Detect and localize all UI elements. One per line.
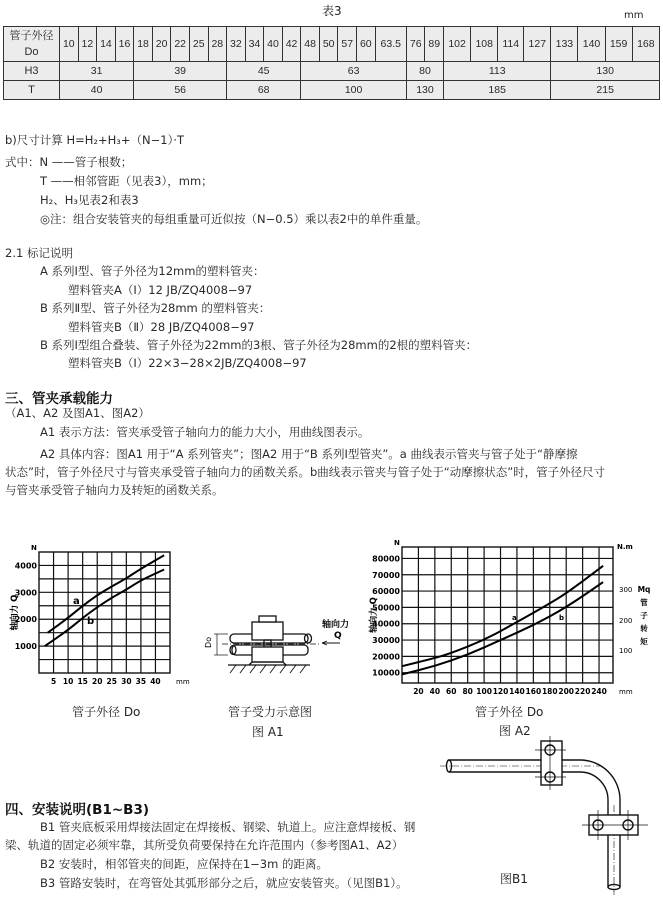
x-tick-label: 25 (106, 677, 117, 686)
x-unit: mm (176, 678, 190, 686)
row-label: H3 (4, 62, 60, 81)
section3-title: 三、管夹承载能力 (5, 391, 113, 407)
value-cell: 113 (444, 62, 551, 81)
header-label: 管子外径 Do (4, 27, 60, 62)
a2-xlabel: 管子外径 Do (475, 705, 544, 719)
y-unit: N (31, 544, 37, 552)
force-symbol: Q (334, 631, 342, 641)
calc-note: ◎注：组合安装管夹的每组重量可近似按（N−0.5）乘以表2中的单件重量。 (40, 212, 428, 226)
value-cell: 45 (227, 62, 301, 81)
diameter-cell: 168 (632, 27, 659, 62)
diameter-cell: 28 (208, 27, 227, 62)
a1-xlabel: 管子外径 Do (72, 705, 141, 719)
diameter-cell: 40 (264, 27, 283, 62)
value-cell: 31 (60, 62, 134, 81)
value-cell: 185 (444, 81, 551, 100)
y-tick-label: 4000 (14, 561, 37, 571)
value-cell: 130 (551, 62, 660, 81)
x-tick-label: 5 (50, 677, 57, 686)
marking-item: 塑料管夹A（Ⅰ）12 JB/ZQ4008−97 (68, 283, 253, 297)
section4-b2: B2 安装时，相邻管夹的间距，应保持在1−3m 的距离。 (40, 857, 328, 871)
section4-b1-line1: B1 管夹底板采用焊接法固定在焊接板、钢梁、轨道上。应注意焊接板、钢 (40, 820, 416, 834)
clamp-bottom (252, 647, 283, 662)
curve-label-b: b (87, 616, 95, 627)
y2-axis-label: 子 (640, 611, 648, 620)
diameter-cell: 102 (444, 27, 471, 62)
y-tick-label: 2000 (14, 615, 37, 625)
diameter-cell: 108 (471, 27, 498, 62)
curve-label-b: b (559, 614, 565, 622)
section3-a2-line1: A2 具体内容：图A1 用于“A 系列管夹”；图A2 用于“B 系列Ⅰ型管夹”。a 曲线表示管夹与管子处于“静摩擦 (40, 447, 578, 461)
value-cell: 215 (551, 81, 660, 100)
value-cell: 39 (134, 62, 227, 81)
curve-label-a: a (73, 596, 80, 607)
row-label: T (4, 81, 60, 100)
x-tick-label: 180 (541, 687, 558, 696)
y-tick-label: 20000 (372, 652, 400, 662)
figure-b1 (440, 736, 648, 895)
force-arrow (322, 641, 340, 645)
section4-title: 四、安装说明(B1~B3) (5, 802, 150, 818)
marking-item: 塑料管夹B（Ⅰ）22×3−28×2JB/ZQ4008−97 (68, 356, 307, 370)
diameter-cell: 25 (189, 27, 208, 62)
section3-a1: A1 表示方法：管夹承受管子轴向力的能力大小，用曲线图表示。 (40, 425, 370, 439)
y-axis-label: 轴向力 Q (369, 597, 379, 633)
y-tick-label: 50000 (372, 603, 400, 613)
section3-ref: （A1、A2 及图A1、图A2） (5, 406, 150, 420)
x-tick-label: 160 (525, 687, 542, 696)
a2-caption: 图 A2 (499, 724, 531, 738)
curve-a (48, 555, 164, 632)
diameter-cell: 42 (282, 27, 301, 62)
diameter-cell: 60 (357, 27, 376, 62)
y-tick-label: 1000 (14, 642, 37, 652)
table-title: 表3 (322, 4, 342, 18)
y-tick-label: 40000 (372, 619, 400, 629)
marking-item: 塑料管夹B（Ⅱ）28 JB/ZQ4008−97 (68, 320, 255, 334)
figure-a2-chart (368, 539, 650, 696)
bolt-head (259, 616, 276, 622)
section4-b3: B3 管路安装时，在弯管处其弧形部分之后，就应安装管夹。（见图B1）。 (40, 876, 408, 890)
calc-where: 式中：N ——管子根数； (5, 155, 133, 169)
diameter-cell: 76 (406, 27, 425, 62)
diameter-cell: 22 (171, 27, 190, 62)
x-unit: mm (619, 688, 633, 696)
value-cell: 80 (406, 62, 443, 81)
y-tick-label: 80000 (372, 554, 400, 564)
diameter-cell: 57 (338, 27, 357, 62)
x-tick-label: 15 (77, 677, 88, 686)
diameter-cell: 127 (524, 27, 551, 62)
marking-item: B 系列Ⅱ型、管子外径为28mm 的塑料管夹： (40, 301, 271, 315)
ground-hatch (230, 665, 306, 673)
diameter-cell: 20 (152, 27, 171, 62)
curve-a (402, 566, 603, 666)
x-tick-label: 100 (476, 687, 492, 696)
top-clamp (541, 741, 562, 785)
table-unit: mm (624, 10, 644, 21)
diameter-cell: 114 (498, 27, 524, 62)
value-cell: 130 (406, 81, 443, 100)
y2-axis-label: 矩 (640, 637, 648, 646)
b1-caption: 图B1 (500, 872, 528, 886)
diameter-cell: 159 (605, 27, 632, 62)
a1-caption: 图 A1 (252, 725, 284, 739)
y2-axis-label: Mq (637, 585, 651, 594)
calc-h-def: H₂、H₃见表2和表3 (40, 193, 139, 207)
x-tick-label: 240 (591, 687, 607, 696)
y2-tick-label: 100 (619, 647, 633, 655)
x-tick-label: 35 (135, 677, 147, 686)
y2-tick-label: 300 (619, 586, 633, 594)
marking-title: 2.1 标记说明 (5, 246, 73, 260)
marking-item: A 系列Ⅰ型、管子外径为12mm的塑料管夹： (40, 264, 265, 278)
value-cell: 40 (60, 81, 134, 100)
y-tick-label: 3000 (14, 588, 37, 598)
diameter-cell: 10 (60, 27, 79, 62)
y-axis-label: 轴向力 Q (10, 594, 20, 631)
x-tick-label: 140 (509, 687, 525, 696)
x-tick-label: 40 (150, 677, 161, 686)
x-tick-label: 30 (121, 677, 132, 686)
diameter-cell: 48 (301, 27, 320, 62)
marking-item: B 系列Ⅰ型组合叠装、管子外径为22mm的3根、管子外径为28mm的2根的塑料管夹： (40, 338, 478, 352)
clamp-top (252, 622, 283, 640)
x-tick-label: 80 (462, 687, 473, 696)
x-tick-label: 20 (92, 677, 103, 686)
diameter-cell: 63.5 (375, 27, 406, 62)
section3-a2-line2: 状态”时，管子外径尺寸与管夹承受管子轴向力的函数关系。b曲线表示管夹与管子处于“动摩擦状态”时，管子外径尺寸 (5, 465, 606, 479)
y-tick-label: 60000 (372, 587, 400, 597)
curve-b (402, 582, 603, 674)
x-tick-label: 220 (574, 687, 591, 696)
plot-frame (402, 547, 613, 683)
diameter-cell: 14 (97, 27, 116, 62)
y2-unit: N.m (617, 543, 633, 551)
value-cell: 56 (134, 81, 227, 100)
curve-b (45, 569, 164, 646)
x-tick-label: 120 (492, 687, 509, 696)
diameter-cell: 18 (134, 27, 153, 62)
y2-tick-label: 200 (619, 617, 633, 625)
diameter-cell: 34 (245, 27, 264, 62)
calc-title: b)尺寸计算 H=H₂+H₃+（N−1）·T (5, 133, 184, 147)
section4-b1-line2: 梁、轨道的固定必须牢靠，其所受负荷要保持在允许范围内（参考图A1、A2） (5, 838, 404, 852)
y-unit: N (394, 539, 400, 547)
value-cell: 68 (227, 81, 301, 100)
diameter-cell: 50 (319, 27, 338, 62)
y-tick-label: 10000 (372, 668, 400, 678)
figure-a1-chart (9, 544, 190, 686)
y-tick-label: 70000 (372, 570, 400, 580)
value-cell: 63 (301, 62, 407, 81)
y2-axis-label: 管 (640, 598, 648, 607)
value-cell: 100 (301, 81, 407, 100)
calc-t-def: T ——相邻管距（见表3），mm； (40, 174, 213, 188)
y2-axis-label: 转 (640, 624, 648, 633)
x-tick-label: 60 (446, 687, 457, 696)
force-label: 轴向力 (322, 620, 350, 630)
dim-label: Do (204, 636, 213, 648)
pipe-inner (449, 772, 608, 887)
x-tick-label: 10 (62, 677, 74, 686)
a1-diagram-caption: 管子受力示意图 (228, 705, 313, 719)
diameter-cell: 12 (78, 27, 97, 62)
x-tick-label: 40 (429, 687, 441, 696)
x-tick-label: 20 (413, 687, 424, 696)
diameter-cell: 140 (578, 27, 605, 62)
diameter-cell: 133 (551, 27, 578, 62)
diameter-cell: 32 (227, 27, 246, 62)
y-tick-label: 30000 (372, 636, 400, 646)
diameter-cell: 89 (425, 27, 444, 62)
plot-frame (39, 552, 170, 673)
curve-label-a: a (512, 614, 517, 622)
diameter-cell: 16 (115, 27, 134, 62)
section3-a2-line3: 与管夹承受管子轴向力及转矩的函数关系。 (5, 483, 224, 497)
x-tick-label: 200 (558, 687, 575, 696)
